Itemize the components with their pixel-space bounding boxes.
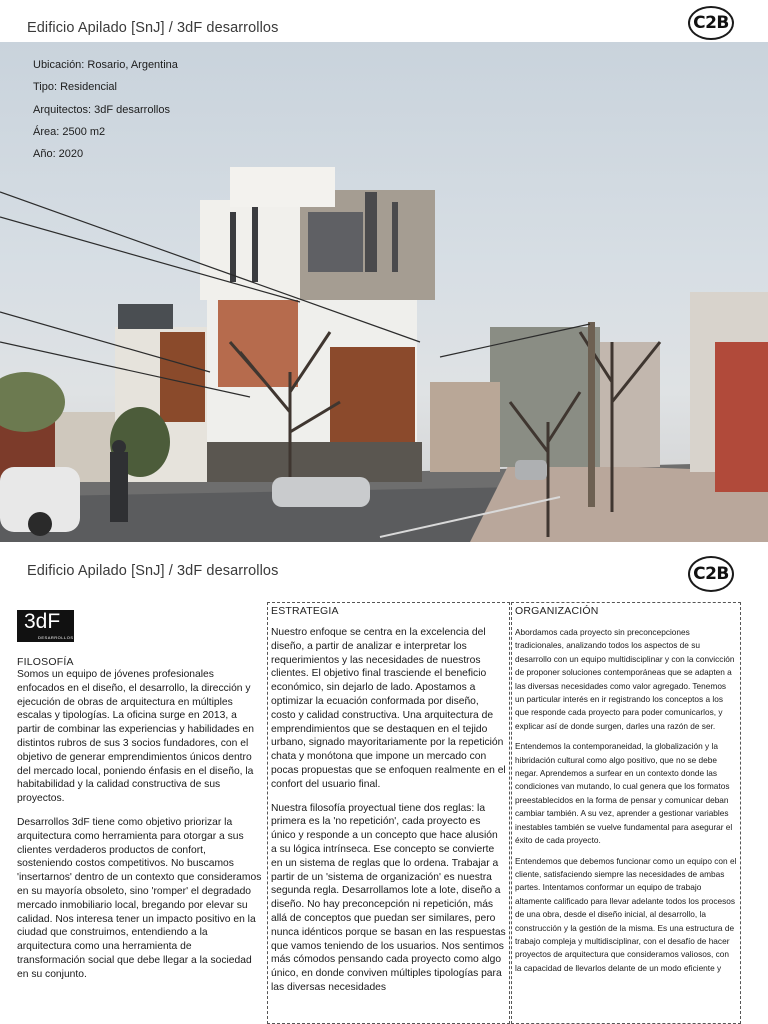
info-architects: Arquitectos: 3dF desarrollos: [33, 103, 170, 116]
organization-title: ORGANIZACIÓN: [515, 605, 599, 617]
philosophy-paragraph: Somos un equipo de jóvenes profesionales enfocados en el diseño, el desarrollo, la dirección y ejecución de obras de arquitectura en múltiples escalas y tipologías. La oficina surge en 2013, a partir de combinar las experiencias y habilidades en distintos rubros de sus 3 socios fundadores, con el objetivo de generar emprendimientos únicos dentro del mercado local, poniendo énfasis en el diseño, la habitabilidad y la calidad constructiva de sus proyectos.: [17, 669, 254, 805]
philosophy-paragraph: Desarrollos 3dF tiene como objetivo priorizar la arquitectura como herramienta para otorgar a sus clientes verdaderos productos de confort, sosteniendo costos competitivos. No buscamos 'insertarnos' dentro de un contexto que consideramos en su mayoría obsoleto, sino 'romper' el degradado mercado inmobiliario local, bregando por elevar su calidad. Nos interesa tener un impacto positivo en la ciudad que construimos, entendiendo a la arquitectura como una herramienta de transformación social que debe llegar a la sociedad en su conjunto.: [17, 816, 262, 980]
page-header-2: [0, 548, 768, 600]
organization-paragraph: Entendemos que debemos funcionar como un equipo con el cliente, satisfaciendo siempre las necesidades de ambas partes. Intentamos conformar un equipo de trabajo altamente calificado para llevar adelante todos los procesos de una obra, desde el diseño inicial, al desarrollo, la construcción y la gestión de la misma. Es una estructura de trabajo compleja y multidisciplinar, con el desafío de hacer proyectos de arquitectura que consideramos valiosos, con la capacidad de llevarlos delante de un modo eficiente y: [515, 855, 737, 973]
info-location: Ubicación: Rosario, Argentina: [33, 59, 178, 71]
project-info: [33, 54, 178, 165]
c2b-logo: C2B: [688, 6, 734, 40]
strategy-title: ESTRATEGIA: [271, 605, 339, 617]
philosophy-column: [8, 602, 266, 1024]
organization-column: [511, 602, 741, 1024]
info-type: Tipo: Residencial: [33, 81, 117, 94]
strategy-paragraph: Nuestra filosofía proyectual tiene dos reglas: la primera es la 'no repetición', cada proyecto es único y responde a un concepto que hace alusión a su lógica intrínseca. Ese concepto se convierte en un sistema de reglas que lo ordena. Trabajar a partir de un 'sistema de organización' es nuestra segunda regla. Desarrollamos lote a lote, diseño a diseño. No hay preconcepción ni repetición, más allá de conceptos que puedan ser similares, pero nunca idénticos porque se basan en las respuestas que vamos teniendo de los usuarios. Nos sentimos más cómodos pensando cada proyecto como algo único, en donde conviven múltiples tipologías para las diversas necesidades: [271, 802, 506, 993]
info-area: Área: 2500 m2: [33, 125, 106, 138]
organization-paragraph: Entendemos la contemporaneidad, la globalización y la hibridación cultural como algo positivo, que no se debe negar. Aprendemos a surfear en un contexto donde las condiciones van mutando, lo cual genera que los formatos preestablecidos en la forma de pensar y comunicar deban cambiar también. A su vez, aprender a gestionar variables inestables también se vuelve fundamental para asegurar el éxito de cada proyecto.: [515, 741, 733, 846]
building-photo: [0, 42, 768, 542]
3df-logo-subtext: DESARROLLOS: [38, 635, 74, 640]
organization-paragraph: Abordamos cada proyecto sin preconcepciones tradicionales, analizando todos los aspectos de su desarrollo con un equipo multidisciplinar y con la convicción de proponer soluciones contemporáneas que se adapten a las diversas necesidades como valor agregado. Tenemos un particular interés en ir registrando los conceptos a los que responde cada proyecto para poder comunicarlos, y explicar así de donde surgen, darles una razón de ser.: [515, 627, 735, 731]
3df-logo-text: 3dF: [24, 610, 61, 633]
page-header: [0, 0, 768, 42]
3df-logo: [17, 610, 74, 642]
strategy-paragraph: Nuestro enfoque se centra en la excelencia del diseño, a partir de analizar e interpretar los requerimientos y las necesidades de nuestros clientes. El objetivo final trasciende el beneficio económico, sin dejarlo de lado. Apostamos a optimizar la ecuación conformada por diseño, costo y calidad constructiva. Una arquitectura de emprendimientos que se destaquen en el tejido urbano, signado mayoritariamente por la repetición chata y monótona que impone un mercado con pocas propuestas que se enfoquen realmente en el confort del usuario final.: [271, 627, 506, 790]
page-title: Edificio Apilado [SnJ] / 3dF desarrollos: [27, 20, 279, 36]
philosophy-title: FILOSOFÍA: [17, 656, 74, 668]
page-title-2: Edificio Apilado [SnJ] / 3dF desarrollos: [27, 563, 279, 579]
strategy-column: [267, 602, 510, 1024]
info-year: Año: 2020: [33, 148, 84, 161]
c2b-logo-2: C2B: [688, 556, 734, 592]
